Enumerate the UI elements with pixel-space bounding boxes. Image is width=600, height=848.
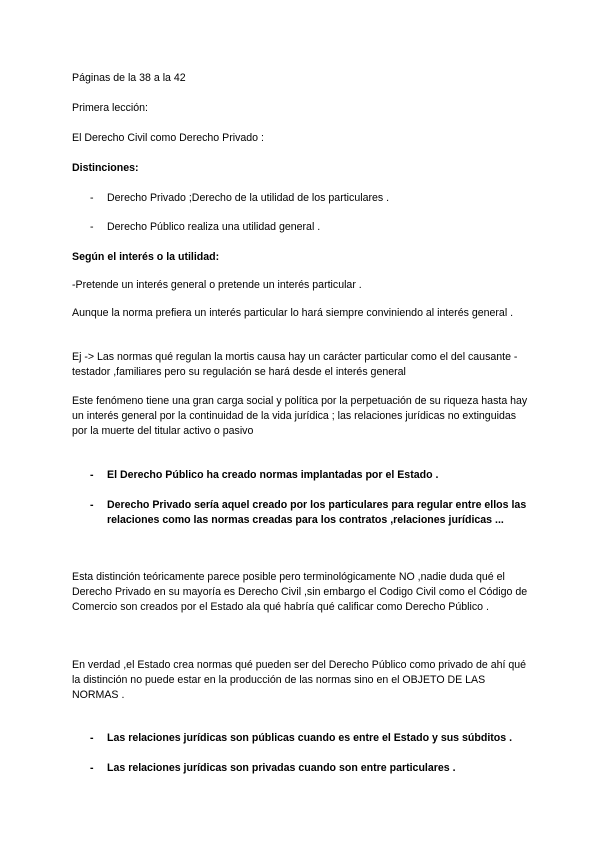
- bullet-marker: -: [90, 221, 94, 233]
- paragraph: En verdad ,el Estado crea normas qué pueden ser del Derecho Público como privado de ahí qué la distinción no puede estar en la producción de las normas sino en el OBJETO DE LAS NORMAS .: [72, 659, 527, 701]
- paragraph: -Pretende un interés general o pretende un interés particular .: [72, 279, 362, 291]
- paragraph: Esta distinción teóricamente parece posible pero terminológicamente NO ,nadie duda qué el Derecho Privado en su mayoría es Derecho Civil ,sin embargo el Codigo Civil como el Código de Comercio son creados por el Estado ala qué habría qué calificar como Derecho Público .: [72, 571, 528, 613]
- bold-bullet-item: El Derecho Público ha creado normas implantadas por el Estado .: [107, 469, 439, 481]
- bold-bullet-item: Las relaciones jurídicas son privadas cuando son entre particulares .: [107, 762, 456, 774]
- distinction-item: Derecho Privado ;Derecho de la utilidad de los particulares .: [107, 192, 390, 204]
- bold-bullet-item: Derecho Privado sería aquel creado por los particulares para regular entre ellos las relaciones como las normas creadas para los contratos ,relaciones jurídicas ...: [107, 499, 527, 526]
- bullet-marker: -: [90, 469, 94, 481]
- paragraph: Ej -> Las normas qué regulan la mortis causa hay un carácter particular como el del causante - testador ,familiares pero su regulación se hará desde el interés general: [72, 351, 518, 378]
- bullet-marker: -: [90, 192, 94, 204]
- paragraph: Aunque la norma prefiera un interés particular lo hará siempre conviniendo al interés general .: [72, 307, 514, 319]
- lesson-title: Primera lección:: [72, 102, 148, 114]
- distinction-item: Derecho Público realiza una utilidad general .: [107, 221, 321, 233]
- interest-heading: Según el interés o la utilidad:: [72, 251, 220, 263]
- pages-reference: Páginas de la 38 a la 42: [72, 72, 186, 84]
- bullet-marker: -: [90, 499, 94, 511]
- paragraph: Este fenómeno tiene una gran carga social y política por la perpetuación de su riqueza hasta hay un interés general por la continuidad de la vida jurídica ; las relaciones jurídicas no extinguidas por la muerte del titular activo o pasivo: [72, 395, 528, 437]
- bullet-marker: -: [90, 732, 94, 744]
- topic-title: El Derecho Civil como Derecho Privado :: [72, 132, 264, 144]
- bold-bullet-item: Las relaciones jurídicas son públicas cuando es entre el Estado y sus súbditos .: [107, 732, 513, 744]
- bullet-marker: -: [90, 762, 94, 774]
- distinctions-heading: Distinciones:: [72, 162, 139, 174]
